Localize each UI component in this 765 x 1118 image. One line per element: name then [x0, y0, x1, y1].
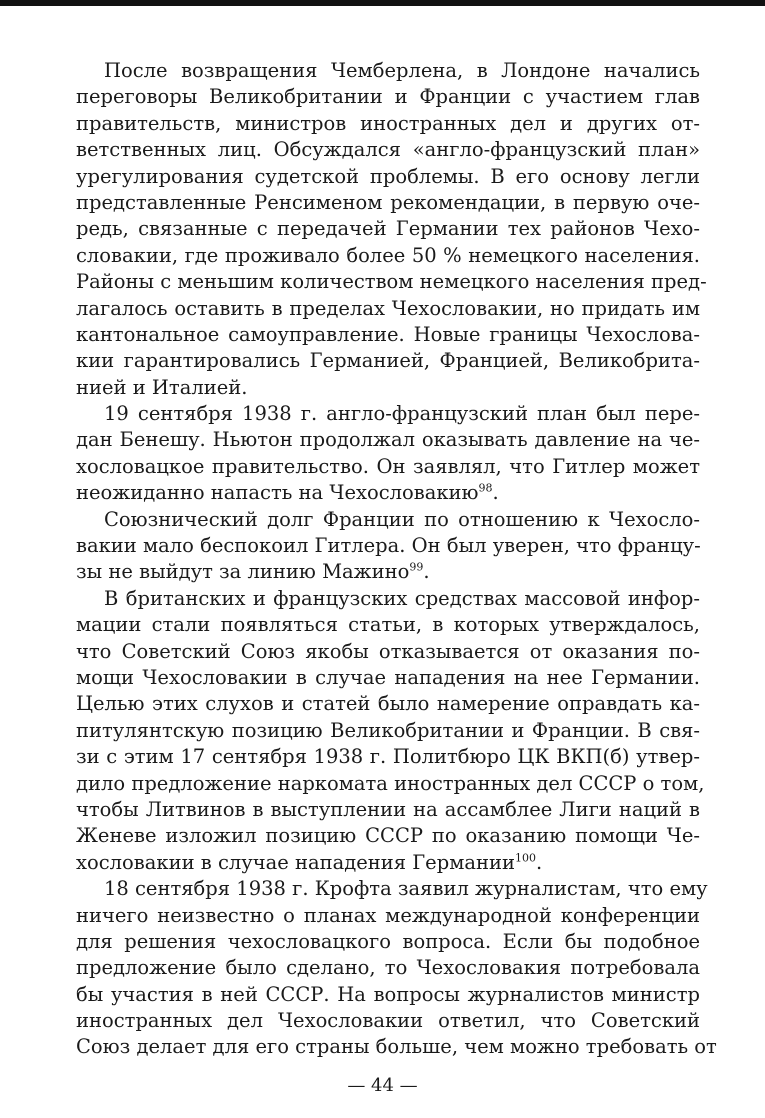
- line-text: зы не выйдут за линию Мажино: [76, 560, 410, 584]
- text-line: [76, 982, 700, 1008]
- text-line: [76, 375, 700, 401]
- text-line: [76, 507, 700, 533]
- text-line: [76, 691, 700, 717]
- top-border-rule: [0, 0, 765, 6]
- line-text-tail: .: [423, 560, 430, 584]
- line-text: Союз делает для его страны больше, чем можно требовать от: [76, 1035, 717, 1059]
- footnote-marker: 99: [409, 560, 424, 574]
- line-text: 18 сентября 1938 г. Крофта заявил журналистам, что ему: [104, 877, 708, 901]
- text-line: [76, 771, 705, 797]
- text-line: [76, 137, 700, 163]
- text-line: [76, 427, 700, 453]
- line-text: что Советский Союз якобы отказывается от оказания по-: [76, 639, 700, 663]
- line-text: 19 сентября 1938 г. англо-французский план был пере-: [104, 402, 700, 426]
- text-line: [76, 111, 700, 137]
- text-line: [76, 58, 700, 84]
- line-text: Женеве изложил позицию СССР по оказанию помощи Че-: [76, 824, 700, 848]
- text-line: [76, 401, 700, 427]
- text-line: [76, 269, 707, 295]
- line-text: нией и Италией.: [76, 375, 248, 399]
- line-text: кии гарантировались Германией, Францией, Великобрита-: [76, 349, 700, 373]
- line-text: словакии, где проживало более 50 % немецкого населения.: [76, 243, 700, 267]
- text-line: [76, 797, 700, 823]
- line-text: хословацкое правительство. Он заявлял, что Гитлер может: [76, 454, 700, 478]
- text-line: [76, 586, 700, 612]
- line-text: зи с этим 17 сентября 1938 г. Политбюро ЦК ВКП(б) утвер-: [76, 745, 700, 769]
- line-text: иностранных дел Чехословакии ответил, что Советский: [76, 1009, 700, 1033]
- text-line: [76, 850, 700, 876]
- line-text: урегулирования судетской проблемы. В его основу легли: [76, 164, 700, 188]
- text-line: [76, 744, 700, 770]
- text-line: [76, 559, 700, 585]
- line-text-tail: .: [536, 850, 543, 874]
- text-line: [76, 1008, 700, 1034]
- line-text: мощи Чехословакии в случае нападения на нее Германии.: [76, 665, 700, 689]
- line-text: вакии мало беспокоил Гитлера. Он был уверен, что францу-: [76, 534, 701, 558]
- text-line: [76, 639, 700, 665]
- text-line: [76, 533, 700, 559]
- text-line: [76, 480, 700, 506]
- text-line: [76, 665, 700, 691]
- line-text: мации стали появляться статьи, в которых утверждалось,: [76, 613, 700, 637]
- text-line: [76, 216, 700, 242]
- line-text: представленные Ренсименом рекомендации, в первую оче-: [76, 190, 700, 214]
- line-text: питулянтскую позицию Великобритании и Франции. В свя-: [76, 718, 700, 742]
- text-line: [76, 348, 700, 374]
- paragraph: [76, 876, 717, 1061]
- footnote-marker: 98: [478, 481, 493, 495]
- text-line: [76, 164, 700, 190]
- text-line: [76, 929, 700, 955]
- text-line: [76, 190, 700, 216]
- text-line: [76, 243, 700, 269]
- footnote-marker: 100: [515, 851, 536, 865]
- line-text: чтобы Литвинов в выступлении на ассамблее Лиги наций в: [76, 797, 700, 821]
- line-text: предложение было сделано, то Чехословакия потребовала: [76, 956, 700, 980]
- paragraph: [76, 401, 700, 507]
- line-text: дан Бенешу. Ньютон продолжал оказывать давление на че-: [76, 428, 700, 452]
- text-line: [76, 876, 708, 902]
- line-text-tail: .: [492, 481, 499, 505]
- line-text: Целью этих слухов и статей было намерение оправдать ка-: [76, 692, 700, 716]
- text-line: [76, 454, 700, 480]
- page-number: — 44 —: [347, 1075, 418, 1096]
- line-text: неожиданно напасть на Чехословакию: [76, 481, 479, 505]
- line-text: В британских и французских средствах массовой инфор-: [104, 586, 700, 610]
- line-text: хословакии в случае нападения Германии: [76, 850, 515, 874]
- line-text: ничего неизвестно о планах международной конференции: [76, 903, 700, 927]
- line-text: После возвращения Чемберлена, в Лондоне начались: [104, 59, 700, 82]
- line-text: редь, связанные с передачей Германии тех районов Чехо-: [76, 217, 700, 241]
- text-line: [76, 955, 700, 981]
- paragraph: [76, 507, 700, 586]
- text-line: [76, 84, 700, 110]
- text-line: [76, 296, 700, 322]
- text-line: [76, 612, 700, 638]
- line-text: бы участия в ней СССР. На вопросы журналистов министр: [76, 982, 700, 1006]
- text-line: [76, 718, 700, 744]
- line-text: переговоры Великобритании и Франции с участием глав: [76, 85, 700, 109]
- line-text: Союзнический долг Франции по отношению к Чехосло-: [104, 507, 700, 531]
- line-text: лагалось оставить в пределах Чехословакии, но придать им: [76, 296, 700, 320]
- line-text: ветственных лиц. Обсуждался «англо-французский план»: [76, 138, 700, 162]
- text-line: [76, 823, 700, 849]
- line-text: кантональное самоуправление. Новые границы Чехослова-: [76, 322, 700, 346]
- text-line: [76, 322, 700, 348]
- line-text: правительств, министров иностранных дел и других от-: [76, 111, 700, 135]
- paragraph: [76, 58, 707, 401]
- line-text: Районы с меньшим количеством немецкого населения пред-: [76, 270, 707, 294]
- text-line: [76, 1034, 717, 1060]
- page-body-text: [76, 58, 717, 1061]
- text-line: [76, 903, 700, 929]
- line-text: дило предложение наркомата иностранных дел СССР о том,: [76, 771, 705, 795]
- paragraph: [76, 586, 705, 876]
- line-text: для решения чехословацкого вопроса. Если бы подобное: [76, 929, 700, 953]
